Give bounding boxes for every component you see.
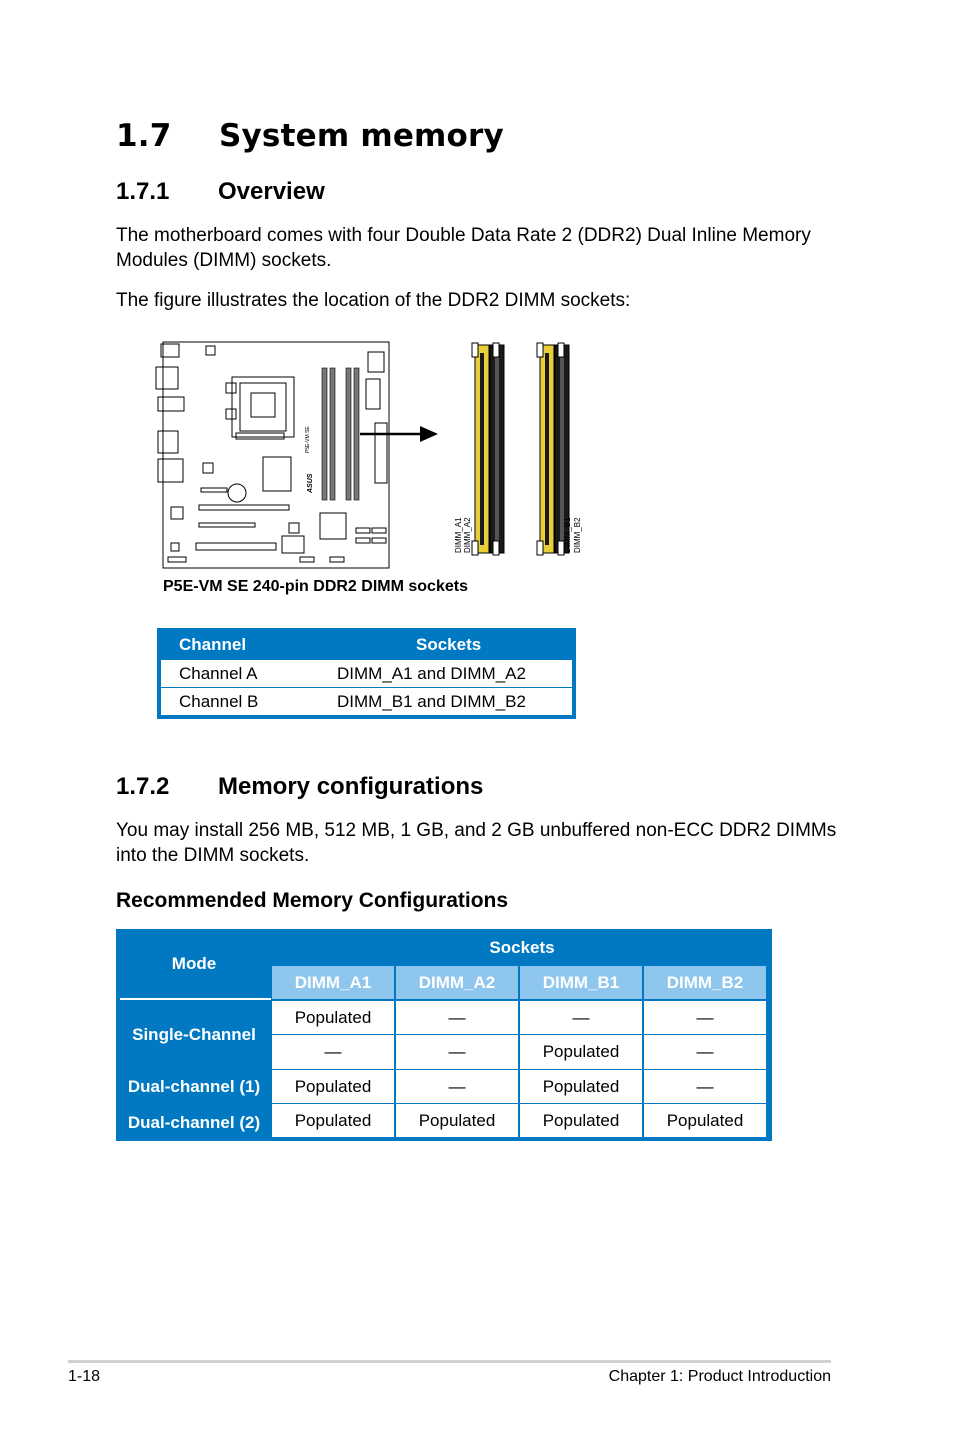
config-table <box>116 929 772 1141</box>
section-title-text: System memory <box>219 118 504 154</box>
dimm-slot-a2 <box>490 343 504 555</box>
page-number: 1-18 <box>68 1368 101 1385</box>
board-label: P5E-VM SE <box>305 426 311 453</box>
mode-dual-channel-2: Dual-channel (2) <box>127 1112 261 1132</box>
memconfig-number: 1.7.2 <box>116 773 170 800</box>
memconfig-heading <box>116 773 483 801</box>
dimm-slot-b1 <box>537 343 554 555</box>
recommended-heading: Recommended Memory Configurations <box>116 889 509 912</box>
col-dimm-b1: DIMM_B1 <box>520 966 642 999</box>
overview-number: 1.7.1 <box>116 178 170 205</box>
col-dimm-b2: DIMM_B2 <box>644 966 766 999</box>
mode-header: Mode <box>171 954 217 973</box>
table-cell: — <box>644 1070 766 1103</box>
board-dimm-slots <box>322 368 359 500</box>
table-cell: Populated <box>272 1070 394 1103</box>
section-number: 1.7 <box>116 118 172 154</box>
table-cell: — <box>520 1001 642 1034</box>
slot-label-b2: DIMM_B2 <box>573 517 582 553</box>
col-dimm-a1: DIMM_A1 <box>272 966 394 999</box>
table-cell: Populated <box>272 1104 394 1137</box>
header-channel: Channel <box>179 635 247 654</box>
memconfig-title: Memory configurations <box>218 773 484 800</box>
asus-logo: ASUS <box>307 473 314 493</box>
table-cell: — <box>272 1035 394 1069</box>
table-cell: — <box>644 1035 766 1069</box>
channel-table <box>157 628 576 719</box>
table-cell: Populated <box>272 1001 394 1034</box>
sockets-cell: DIMM_A1 and DIMM_A2 <box>337 664 526 683</box>
figure-intro-paragraph: The figure illustrates the location of the DDR2 DIMM sockets: <box>116 290 631 311</box>
table-row <box>161 688 572 715</box>
figure-caption: P5E-VM SE 240-pin DDR2 DIMM sockets <box>163 578 468 595</box>
slot-label-b1: DIMM_B1 <box>563 517 572 553</box>
channel-cell: Channel A <box>179 664 258 683</box>
table-cell: — <box>396 1035 518 1069</box>
col-dimm-a2: DIMM_A2 <box>396 966 518 999</box>
channel-table-header <box>157 628 576 660</box>
dimm-slot-a1 <box>472 343 489 555</box>
arrow-icon <box>360 426 438 442</box>
table-cell: — <box>396 1070 518 1103</box>
memconfig-paragraph: You may install 256 MB, 512 MB, 1 GB, and 2 GB unbuffered non-ECC DDR2 DIMMs into the DIMM sockets. <box>116 820 837 866</box>
chapter-title: Chapter 1: Product Introduction <box>608 1368 831 1385</box>
table-cell: Populated <box>520 1035 642 1069</box>
slot-label-a1: DIMM_A1 <box>454 517 463 553</box>
header-sockets: Sockets <box>416 635 482 654</box>
overview-title: Overview <box>218 178 325 205</box>
mode-single-channel: Single-Channel <box>132 1025 256 1044</box>
slot-label-a2: DIMM_A2 <box>463 517 472 553</box>
table-cell: Populated <box>644 1104 766 1137</box>
overview-paragraph: The motherboard comes with four Double Data Rate 2 (DDR2) Dual Inline Memory Modules (DIMM) sockets. <box>116 225 811 271</box>
dimm-location-figure <box>150 335 600 570</box>
table-cell: — <box>644 1001 766 1034</box>
table-cell: — <box>396 1001 518 1034</box>
table-cell: Populated <box>396 1104 518 1137</box>
channel-cell: Channel B <box>179 692 259 711</box>
section-title <box>116 118 504 154</box>
sockets-cell: DIMM_B1 and DIMM_B2 <box>337 692 526 711</box>
overview-heading <box>116 178 325 206</box>
table-row <box>161 660 572 687</box>
mode-dual-channel-1: Dual-channel (1) <box>127 1076 261 1096</box>
table-cell: Populated <box>520 1070 642 1103</box>
footer-divider <box>68 1360 831 1363</box>
mode-divider <box>120 998 271 1000</box>
sockets-header: Sockets <box>489 937 555 957</box>
table-cell: Populated <box>520 1104 642 1137</box>
